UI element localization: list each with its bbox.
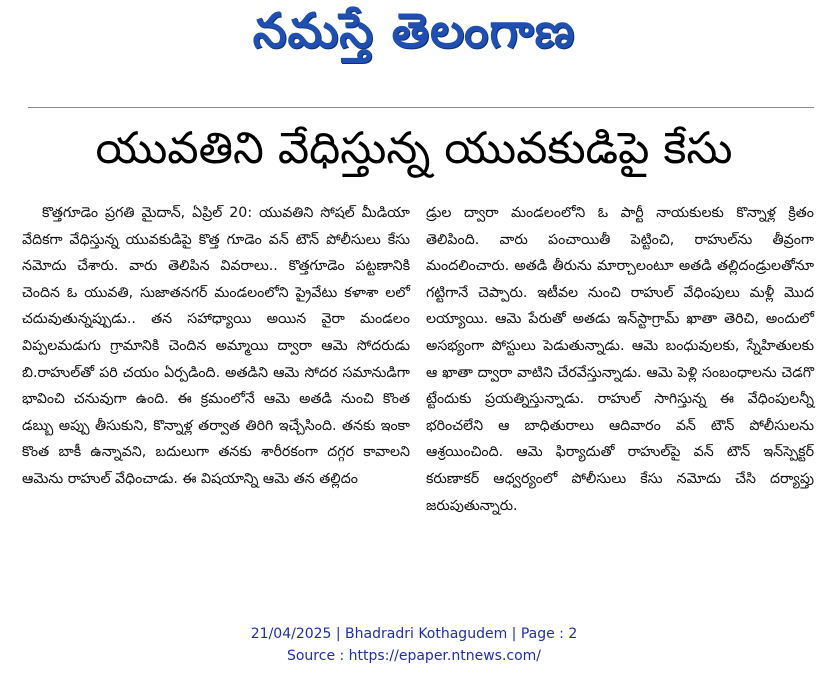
article-paragraph-left: కొత్తగూడెం ప్రగతి మైదాన్, ఏప్రిల్ 20: యువతిని సోషల్ మీడియా వేదికగా వేధిస్తున్న యువకుడిపై కొత్త గూడెం వన్ టౌన్ పోలీసులు కేసు నమోదు చేశారు. వారు తెలిపిన వివరాలు.. కొత్తగూడెం పట్టణానికి చెందిన ఓ యువతి, సుజాతనగర్ మండలంలోని ప్రైవేటు కళాశా లలో చదువుతున్నప్పుడు.. తన సహాధ్యాయి అయిన వైరా మండలం విప్పలమడుగు గ్రామానికి చెందిన అమ్మాయి ద్వారా ఆమె సోదరుడు బి.రాహుల్‌తో పరి చయం ఏర్పడింది. అతడిని ఆమె సోదర సమానుడిగా భావించి చనువుగా ఉంది. ఈ క్రమంలోనే ఆమె అతడి నుంచి కొంత డబ్బు అప్పు తీసుకుని, కొన్నాళ్ల తర్వాత తిరిగి ఇచ్చేసింది. తనకు ఇంకా కొంత బాకీ ఉన్నావని, బదులుగా తనకు శారీరకంగా దగ్గర కావాలని ఆమెను రాహుల్ వేధించాడు. ఈ విషయాన్ని ఆమె తన తల్లిదం — [22, 205, 410, 487]
article-column-right — [426, 200, 814, 519]
article-headline: యువతిని వేధిస్తున్న యువకుడిపై కేసు — [95, 123, 733, 174]
article-paragraph-right: డ్రుల ద్వారా మండలంలోని ఓ పార్టీ నాయకులకు కొన్నాళ్ల క్రితం తెలిపింది. వారు పంచాయితీ పెట్టించి, రాహుల్‌ను తీవ్రంగా మందలించారు. అతడి తీరును మార్చాలంటూ అతడి తల్లిదండ్రులతోనూ గట్టిగానే చెప్పారు. ఇటీవల నుంచి రాహుల్ వేధింపులు మళ్లీ మొద లయ్యాయి. ఆమె పేరుతో అతడు ఇన్‌స్టాగ్రామ్ ఖాతా తెరిచి, అందులో అసభ్యంగా పోస్టులు పెడుతున్నాడు. ఆమె బంధువులకు, స్నేహితులకు ఆ ఖాతా ద్వారా వాటిని చేరవేస్తున్నాడు. ఆమె పెళ్లి సంబంధాలను చెడగొ ట్టేందుకు ప్రయత్నిస్తున్నాడు. రాహుల్ సాగిస్తున్న ఈ వేధింపులన్నీ భరించలేని ఆ బాధితురాలు ఆదివారం వన్ టౌన్ పోలీసులను ఆశ్రయించింది. ఆమె ఫిర్యాదుతో రాహుల్‌పై వన్ టౌన్ ఇన్‌స్పెక్టర్ కరుణాకర్ ఆధ్వర్యంలో పోలీసులు కేసు నమోదు చేసి దర్యాప్తు జరుపుతున్నారు. — [426, 205, 814, 514]
footer-source-link[interactable]: Source : https://epaper.ntnews.com/ — [286, 648, 542, 664]
footer-edition-info: 21/04/2025 | Bhadradri Kothagudem | Page : 2 — [250, 626, 578, 642]
masthead-title: నమస్తే తెలంగాణ — [252, 3, 576, 59]
newspaper-masthead — [0, 4, 828, 70]
article-column-left — [22, 200, 410, 493]
divider-rule — [28, 107, 814, 108]
